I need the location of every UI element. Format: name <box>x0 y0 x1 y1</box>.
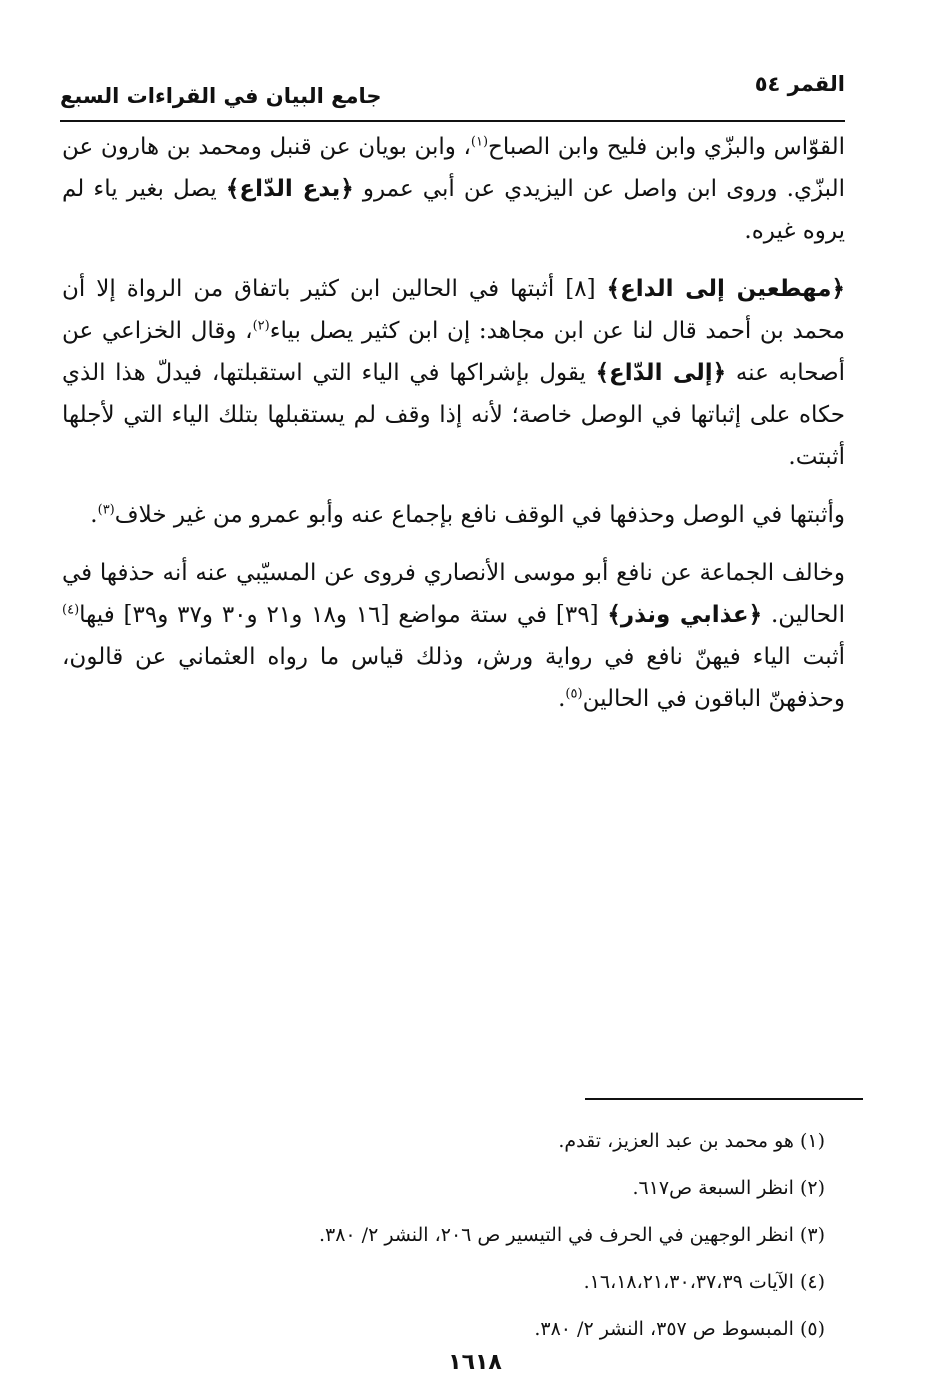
quran-quote: ﴿يدع الدّاع﴾ <box>225 176 354 202</box>
quran-quote: ﴿عذابي ونذر﴾ <box>607 602 763 628</box>
quran-quote: ﴿مهطعين إلى الداع﴾ <box>606 276 845 302</box>
text-segment: يقول بإشراكها في الياء التي استقبلتها، فيدلّ هذا الذي حكاه على إثباتها في الوصل خاصة؛ لأنه إذا وقف لم يستقبلها بتلك الياء التي لأجلها أثبتت. <box>62 360 845 470</box>
footnote-marker: (٥) <box>565 686 583 702</box>
quran-quote: ﴿إلى الدّاع﴾ <box>595 360 727 386</box>
text-segment: ، وابن بويان عن قنبل ومحمد بن هارون عن البزّي. وروى ابن واصل عن اليزيدي عن أبي عمرو <box>62 134 845 202</box>
text-segment: يصل بغير ياء لم يروه غيره. <box>62 176 845 244</box>
text-segment: [٨] أثبتها في الحالين ابن كثير باتفاق من الرواة إلا أن محمد بن أحمد قال لنا عن ابن مجاهد: إن ابن كثير يصل بياء <box>62 276 845 344</box>
text-segment: . <box>558 686 566 712</box>
paragraph-2 <box>62 268 845 478</box>
text-segment: القوّاس والبزّي وابن فليح وابن الصباح <box>488 134 846 160</box>
header-rule <box>60 120 845 122</box>
surah-label: القمر ٥٤ <box>754 72 845 96</box>
text-segment: وأثبتها في الوصل وحذفها في الوقف نافع بإجماع عنه وأبو عمرو من غير خلاف <box>114 502 845 528</box>
text-segment: . <box>90 502 98 528</box>
text-segment: وخالف الجماعة عن نافع أبو موسى الأنصاري فروى عن المسيّبي عنه أنه حذفها في الحالين. <box>62 560 845 628</box>
footnote-4: (٤) الآيات ١٦،١٨،٢١،٣٠،٣٧،٣٩. <box>583 1271 825 1293</box>
footnote-marker: (١) <box>470 134 489 150</box>
footnote-3: (٣) انظر الوجهين في الحرف في التيسير ص ٢٠٦، النشر ٢/ ٣٨٠. <box>318 1224 825 1246</box>
book-title: جامع البيان في القراءات السبع <box>60 84 382 108</box>
text-segment: ، وقال الخزاعي عن أصحابه عنه <box>62 318 846 386</box>
footnote-1: (١) هو محمد بن عبد العزيز، تقدم. <box>558 1130 825 1152</box>
footnote-marker: (٤) <box>62 602 80 618</box>
footnote-marker: (٣) <box>97 502 115 518</box>
footnote-5: (٥) المبسوط ص ٣٥٧، النشر ٢/ ٣٨٠. <box>534 1318 825 1340</box>
paragraph-1 <box>62 126 845 252</box>
footnote-rule <box>585 1098 863 1100</box>
footnote-marker: (٢) <box>252 318 270 334</box>
page-number: ١٦١٨ <box>448 1350 502 1375</box>
paragraph-4 <box>62 552 845 720</box>
text-segment: أثبت الياء فيهنّ نافع في رواية ورش، وذلك قياس ما رواه العثماني عن قالون، وحذفهنّ الباقون في الحالين <box>62 644 845 712</box>
main-text <box>62 126 845 736</box>
running-header <box>60 70 845 110</box>
text-segment: [٣٩] في ستة مواضع [١٦ و١٨ و٢١ و٣٠ و٣٧ و٣٩] فيها <box>79 602 608 628</box>
footnote-2: (٢) انظر السبعة ص٦١٧. <box>632 1177 825 1199</box>
paragraph-3 <box>62 494 845 536</box>
footnotes <box>200 1118 825 1353</box>
